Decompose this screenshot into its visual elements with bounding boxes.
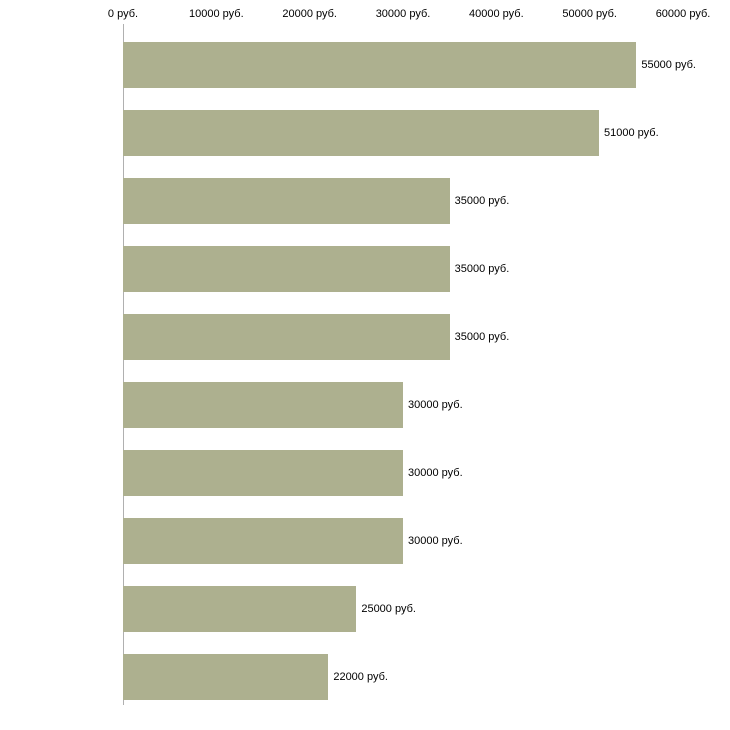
bar-value-label: 30000 руб. bbox=[408, 467, 463, 479]
x-axis-tick-label: 10000 руб. bbox=[189, 8, 244, 20]
bar-row bbox=[123, 640, 730, 708]
bar-container bbox=[123, 314, 450, 360]
bar bbox=[123, 518, 403, 564]
plot-area bbox=[123, 24, 730, 714]
x-axis-tick-label: 60000 руб. bbox=[655, 8, 711, 20]
bar-value-label: 51000 руб. bbox=[604, 127, 659, 139]
bar bbox=[123, 42, 636, 88]
bar bbox=[123, 654, 328, 700]
bar-value-label: 30000 руб. bbox=[408, 535, 463, 547]
bar-container bbox=[123, 42, 636, 88]
bar-value-label: 55000 руб. bbox=[641, 59, 696, 71]
bar-container bbox=[123, 110, 599, 156]
bar-container bbox=[123, 654, 328, 700]
bar-row bbox=[123, 436, 730, 504]
bar bbox=[123, 382, 403, 428]
bar-value-label: 30000 руб. bbox=[408, 399, 463, 411]
bar-row bbox=[123, 368, 730, 436]
bar-row bbox=[123, 232, 730, 300]
bar-container bbox=[123, 518, 403, 564]
bar-container bbox=[123, 450, 403, 496]
bar-row bbox=[123, 300, 730, 368]
bar-container bbox=[123, 178, 450, 224]
bar bbox=[123, 586, 356, 632]
bar bbox=[123, 178, 450, 224]
bar-row bbox=[123, 96, 730, 164]
bar-row bbox=[123, 28, 730, 96]
bar-row bbox=[123, 164, 730, 232]
x-axis-tick-label: 30000 руб. bbox=[375, 8, 431, 20]
bar bbox=[123, 110, 599, 156]
bar-row bbox=[123, 504, 730, 572]
x-axis-tick-label: 50000 руб. bbox=[562, 8, 617, 20]
x-axis-tick-label: 0 руб. bbox=[107, 8, 139, 20]
bar-container bbox=[123, 246, 450, 292]
bar-value-label: 35000 руб. bbox=[454, 331, 510, 343]
bar-container bbox=[123, 382, 403, 428]
bar-value-label: 35000 руб. bbox=[454, 195, 510, 207]
bar-container bbox=[123, 586, 356, 632]
x-axis-tick-label: 40000 руб. bbox=[469, 8, 524, 20]
bar-value-label: 35000 руб. bbox=[454, 263, 510, 275]
bar-value-label: 22000 руб. bbox=[333, 671, 388, 683]
bar bbox=[123, 314, 450, 360]
bar-value-label: 25000 руб. bbox=[361, 603, 416, 615]
bar bbox=[123, 246, 450, 292]
x-axis-ticks bbox=[0, 0, 730, 24]
bar bbox=[123, 450, 403, 496]
x-axis-tick-label: 20000 руб. bbox=[282, 8, 337, 20]
bar-row bbox=[123, 572, 730, 640]
